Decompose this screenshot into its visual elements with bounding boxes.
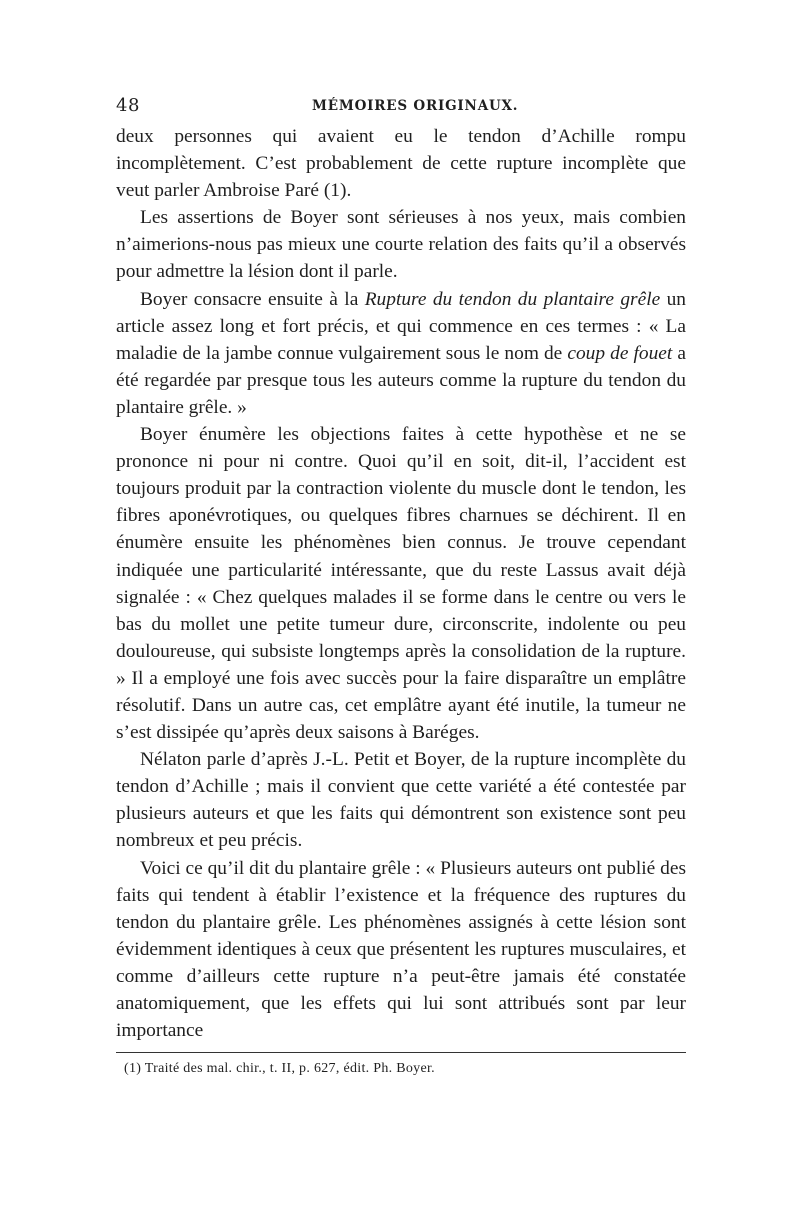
paragraph — [116, 204, 686, 285]
text-run: Boyer énumère les objections faites à cette hypothèse et ne se prononce ni pour ni contre. Quoi qu’il en soit, dit-il, l’accident est toujours produit par la contraction violente du muscle dont le tendon, les fibres aponévrotiques, ou quelques fibres charnues se déchirent. Il en énumère ensuite les phénomènes bien connus. Je trouve cependant indiquée une particularité intéressante, que du reste Lassus avait déjà signalée : « Chez quelques malades il se forme dans le centre ou vers le bas du mollet une petite tumeur dure, circonscrite, indolente ou peu douloureuse, qui subsiste longtemps après la consolidation de la rupture. » Il a employé une fois avec succès pour la faire disparaître un emplâtre résolutif. Dans un autre cas, cet emplâtre ayant été inutile, la tumeur ne s’est dissipée qu’après deux saisons à Baréges. — [116, 424, 686, 744]
text-run: Les assertions de Boyer sont sérieuses à nos yeux, mais combien n’aimerions-nous pas mieux une courte relation des faits qu’il a observés pour admettre la lésion dont il parle. — [116, 207, 686, 283]
text-run: a été regardée par presque tous les auteurs comme la rupture du tendon du plantaire grêle. » — [116, 342, 686, 418]
paragraph — [116, 286, 686, 421]
italic-phrase: Rupture du tendon du plantaire grêle — [364, 288, 661, 310]
footnote: (1) Traité des mal. chir., t. II, p. 627, édit. Ph. Boyer. — [124, 1061, 435, 1077]
text-run: Voici ce qu’il dit du plantaire grêle : « Plusieurs auteurs ont publié des faits qui tendent à établir l’existence et la fréquence des ruptures du tendon du plantaire grêle. Les phénomènes assignés à cette lésion sont évidemment identiques à ceux que présentent les ruptures musculaires, et comme d’ailleurs cette rupture n’a peut-être jamais été constatée anatomiquement, que les effets qui lui sont attribués sont par leur importance — [116, 857, 686, 1042]
text-run: deux personnes qui avaient eu le tendon d’Achille rompu incomplètement. C’est probablement de cette rupture incomplète que veut parler Ambroise Paré (1). — [116, 126, 686, 202]
text-run: Nélaton parle d’après J.-L. Petit et Boyer, de la rupture incomplète du tendon d’Achille ; mais il convient que cette variété a été contestée par plusieurs auteurs et que les faits qui démontrent son existence sont peu nombreux et peu précis. — [116, 749, 686, 852]
running-title: MÉMOIRES ORIGINAUX. — [312, 98, 519, 114]
body-text — [116, 123, 686, 1044]
page-number: 48 — [116, 95, 140, 116]
footnote-rule — [116, 1052, 686, 1053]
paragraph — [116, 421, 686, 746]
running-head — [116, 95, 686, 119]
paragraph — [116, 855, 686, 1045]
italic-phrase: coup de fouet — [567, 342, 673, 364]
book-page — [116, 95, 686, 1077]
text-run: un article assez long et fort précis, et qui commence en ces termes : « La maladie de la jambe connue vulgairement sous le nom de — [116, 288, 686, 364]
text-run: Boyer consacre ensuite à la — [140, 288, 365, 310]
paragraph — [116, 746, 686, 854]
paragraph — [116, 123, 686, 204]
